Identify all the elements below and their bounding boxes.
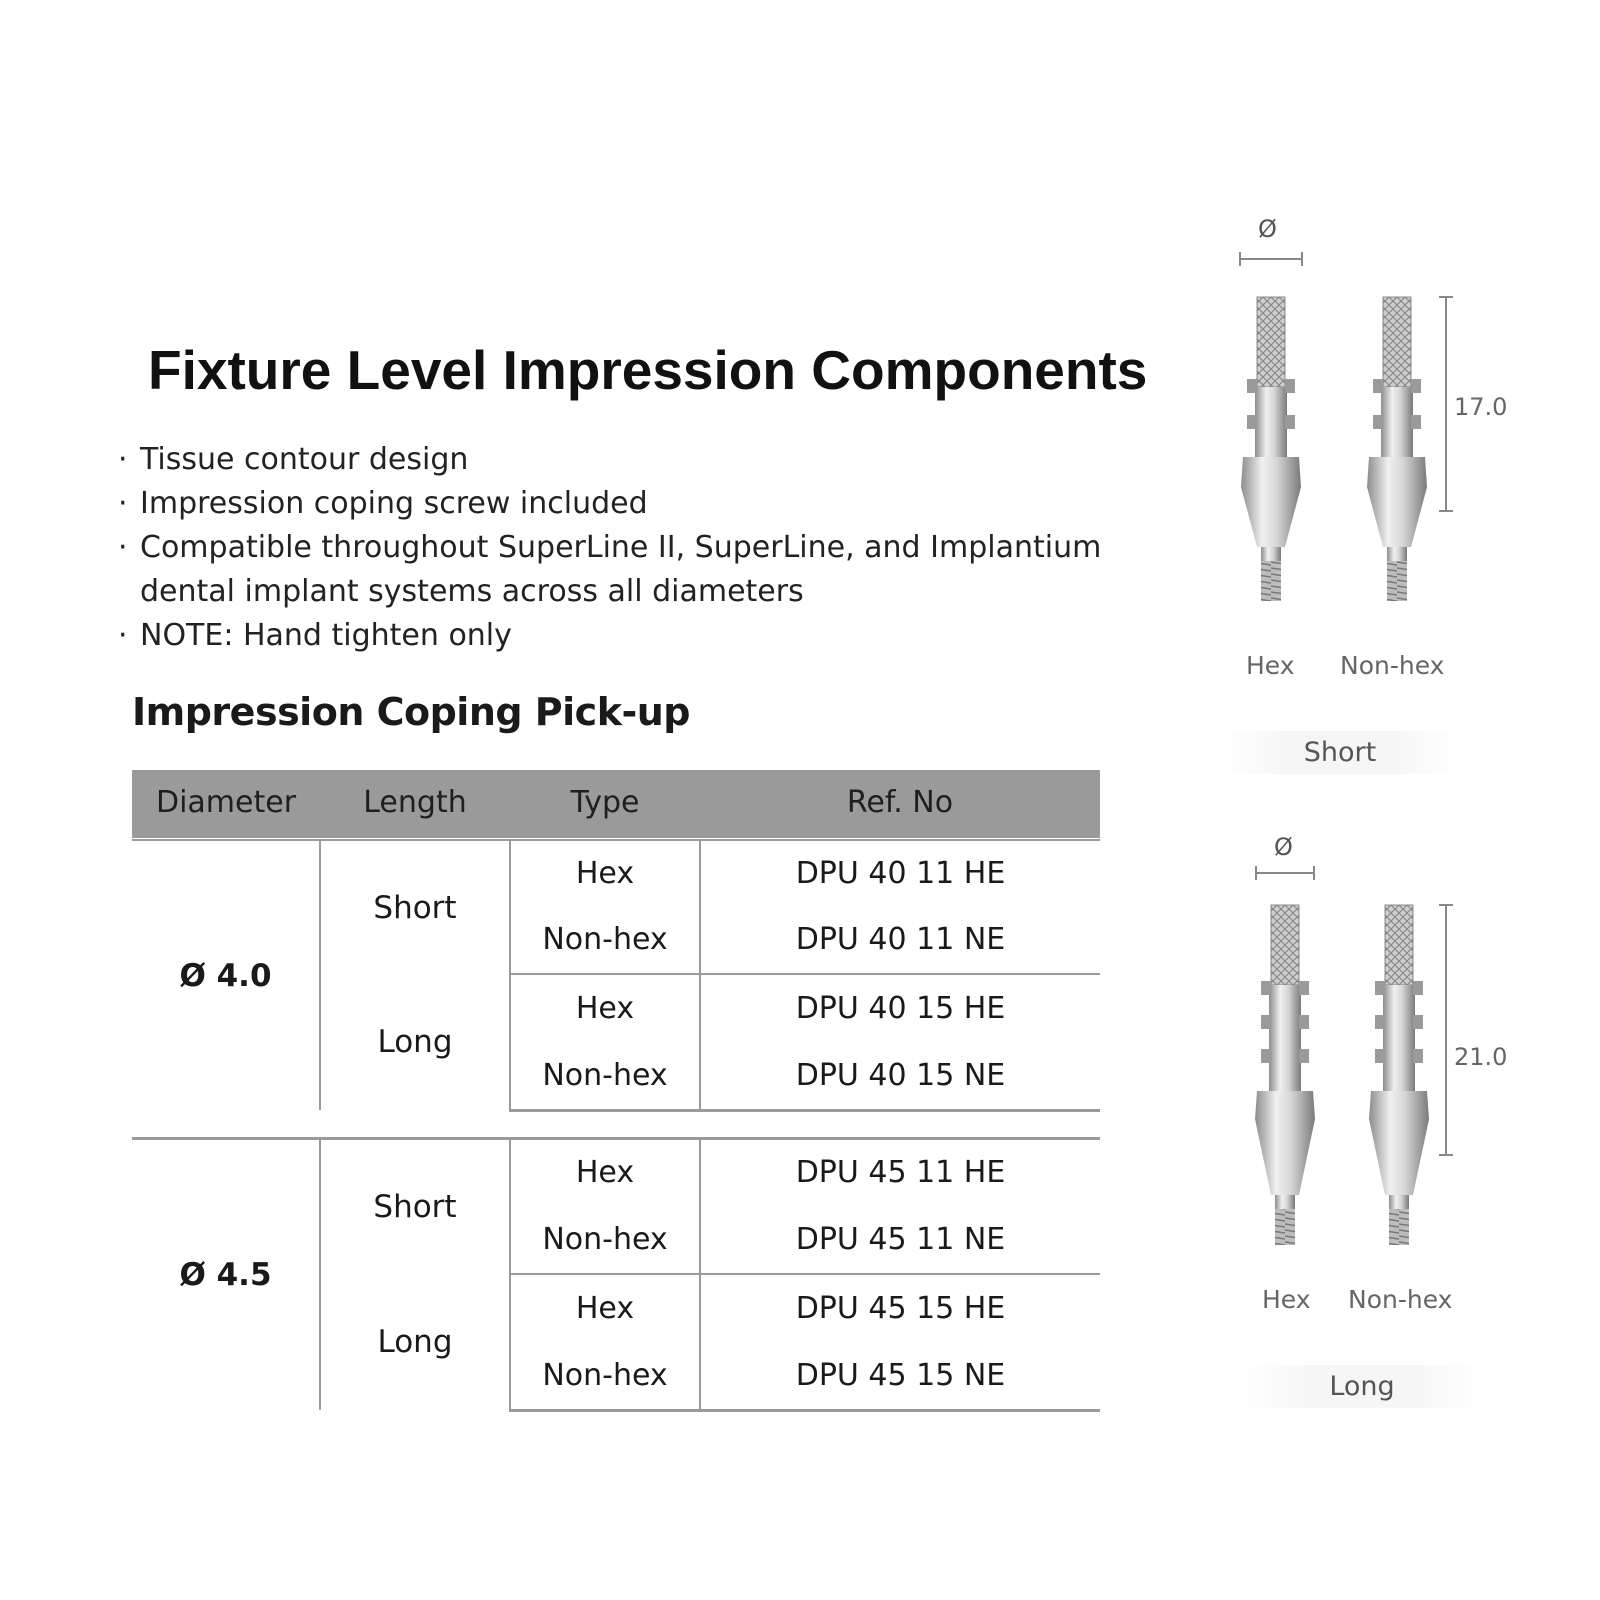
hex-label: Hex [1262,1285,1311,1314]
page-title: Fixture Level Impression Components [148,339,1148,401]
type-cell: Non-hex [510,1206,700,1274]
ref-cell: DPU 45 15 NE [700,1342,1100,1410]
hex-label: Hex [1246,651,1295,680]
feature-item: · Impression coping screw included [118,482,1168,526]
ref-cell: DPU 45 11 NE [700,1206,1100,1274]
header-length: Length [320,770,510,838]
table-spacer [132,1110,1100,1138]
non-hex-label: Non-hex [1340,651,1445,680]
type-cell: Non-hex [510,1042,700,1110]
length-dimension-value: 21.0 [1454,1043,1508,1071]
spec-table [132,770,1100,1412]
length-cell: Short [320,838,510,974]
type-cell: Hex [510,838,700,906]
ref-cell: DPU 40 11 NE [700,906,1100,974]
spacer-cell [132,1110,1100,1138]
diameter-dimension-line [1252,863,1332,883]
ref-cell: DPU 45 15 HE [700,1274,1100,1342]
non-hex-label: Non-hex [1348,1285,1453,1314]
ref-cell: DPU 45 11 HE [700,1138,1100,1206]
ref-cell: DPU 40 15 NE [700,1042,1100,1110]
table-header-row [132,770,1100,838]
header-diameter: Diameter [132,770,320,838]
length-dimension-value: 17.0 [1454,393,1508,421]
long-caption: Long [1242,1365,1482,1408]
table-title: Impression Coping Pick-up [132,690,691,734]
length-cell: Long [320,1274,510,1410]
long-coping-panel [1236,833,1556,1413]
short-caption: Short [1220,731,1460,774]
ref-cell: DPU 40 15 HE [700,974,1100,1042]
feature-list [118,438,1168,658]
length-cell: Long [320,974,510,1110]
diameter-symbol: Ø [1258,215,1277,243]
feature-item: · Compatible throughout SuperLine II, SuperLine, and Implantium dental implant systems across all diameters [118,526,1168,614]
table-row [132,1138,1100,1206]
type-cell: Hex [510,1274,700,1342]
length-dimension-line [1436,903,1456,1163]
diameter-cell: Ø 4.5 [179,1256,272,1293]
diameter-symbol: Ø [1274,833,1293,861]
feature-item: · Tissue contour design [118,438,1168,482]
non-hex-coping-illustration [1362,297,1432,617]
feature-item: · NOTE: Hand tighten only [118,614,1168,658]
type-cell: Hex [510,1138,700,1206]
type-cell: Non-hex [510,1342,700,1410]
length-dimension-line [1436,295,1456,525]
non-hex-coping-illustration [1364,905,1434,1255]
table-row [132,838,1100,906]
header-type: Type [510,770,700,838]
short-coping-panel [1220,215,1540,795]
diameter-cell: Ø 4.0 [179,957,272,994]
hex-coping-illustration [1250,905,1320,1255]
diameter-dimension-line [1236,249,1316,269]
header-ref-no: Ref. No [700,770,1100,838]
type-cell: Hex [510,974,700,1042]
hex-coping-illustration [1236,297,1306,617]
type-cell: Non-hex [510,906,700,974]
ref-cell: DPU 40 11 HE [700,838,1100,906]
length-cell: Short [320,1138,510,1274]
